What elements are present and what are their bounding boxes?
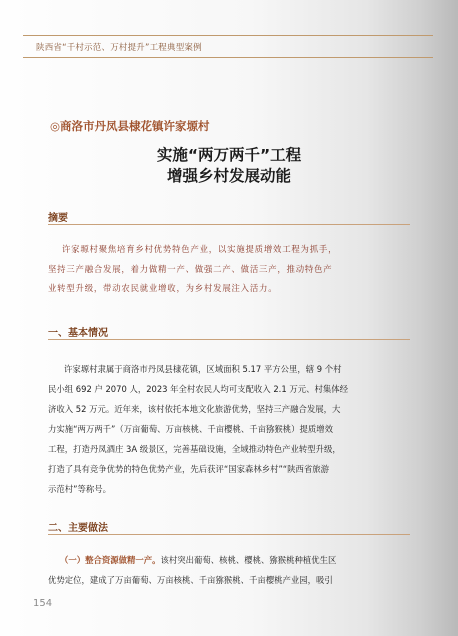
section2-rule bbox=[48, 534, 410, 535]
body-line: 优势定位，建成了万亩葡萄、万亩核桃、千亩猕猴桃、千亩樱桃产业园，吸引 bbox=[48, 575, 333, 585]
abstract-heading: 摘要 bbox=[48, 213, 68, 224]
case-title-line1: 实施“两万两千”工程 bbox=[156, 146, 302, 164]
case-location: ◎商洛市丹凤县棣花镇许家塬村 bbox=[50, 119, 210, 133]
abstract-line: 业转型升级，带动农民就业增收，为乡村发展注入活力。 bbox=[48, 283, 278, 293]
abstract-line: 许家塬村聚焦培育乡村优势特色产业，以实施提质增效工程为抓手， bbox=[62, 244, 338, 254]
body-line: 许家塬村隶属于商洛市丹凤县棣花镇，区域面积 5.17 平方公里，辖 9 个村 bbox=[64, 364, 342, 374]
section1-heading: 一、基本情况 bbox=[48, 328, 108, 339]
body-line: 打造了具有竞争优势的特色优势产业，先后获评“国家森林乡村”“陕西省旅游 bbox=[48, 464, 330, 474]
body-line: 力实施“两万两千”（万亩葡萄、万亩核桃、千亩樱桃、千亩猕猴桃）提质增效 bbox=[48, 424, 334, 434]
body-text: 该村突出葡萄、核桃、樱桃、猕猴桃种植优生区 bbox=[160, 555, 337, 565]
abstract-line: 坚持三产融合发展，着力做精一产、做强二产、做活三产，推动特色产 bbox=[48, 264, 333, 274]
body-line: 示范村”等称号。 bbox=[48, 484, 111, 494]
header-rule-bottom bbox=[23, 57, 433, 58]
running-header: 陕西省“千村示范、万村提升”工程典型案例 bbox=[36, 43, 202, 53]
body-line bbox=[60, 554, 422, 566]
case-title-line2: 增强乡村发展动能 bbox=[166, 167, 291, 185]
section1-rule bbox=[48, 339, 410, 340]
section2-heading: 二、主要做法 bbox=[48, 523, 108, 534]
body-line: 工程，打造丹凤酒庄 3A 级景区，完善基础设施，全域推动特色产业转型升级， bbox=[48, 444, 341, 454]
page-number: 154 bbox=[33, 598, 53, 609]
body-line: 济收入 52 万元。近年来，该村依托本地文化旅游优势，坚持三产融合发展，大 bbox=[48, 404, 341, 414]
subsection-heading: （一）整合资源做精一产。 bbox=[60, 555, 161, 565]
body-line: 民小组 692 户 2070 人，2023 年全村农民人均可支配收入 2.1 万元、村集体经 bbox=[48, 384, 348, 394]
abstract-rule bbox=[48, 224, 410, 225]
header-rule-top bbox=[23, 35, 433, 36]
